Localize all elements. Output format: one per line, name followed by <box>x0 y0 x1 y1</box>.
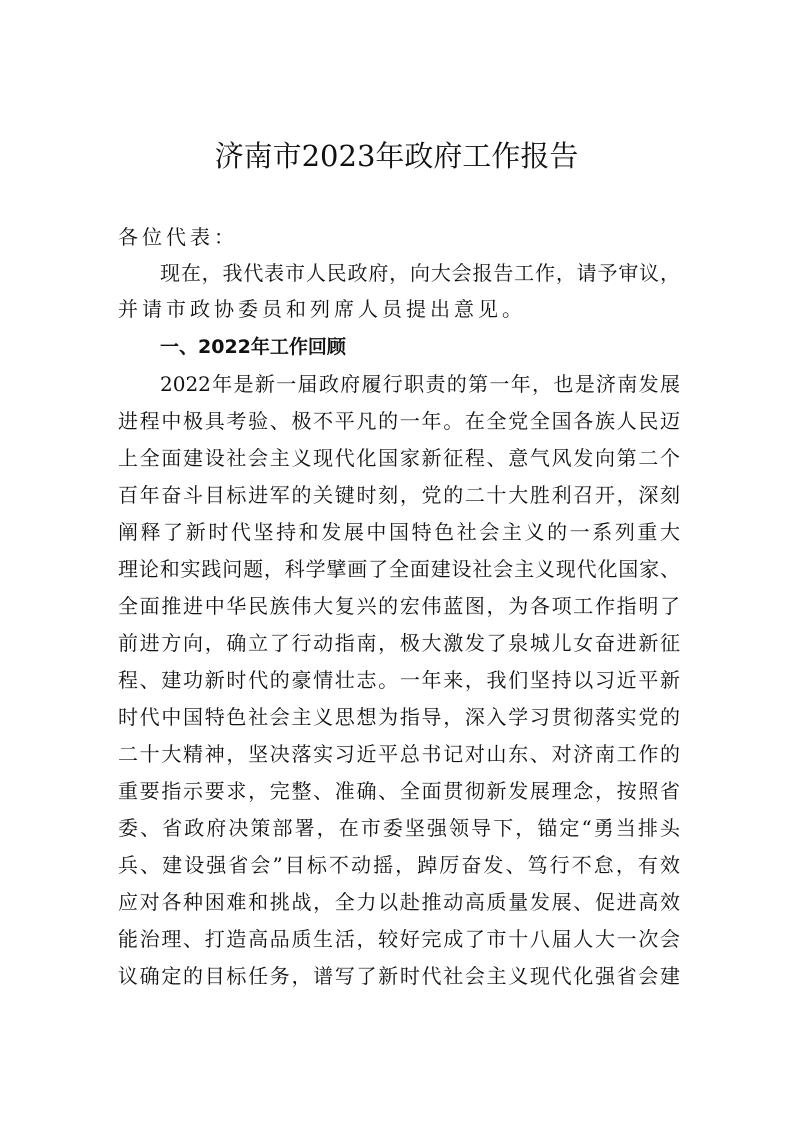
body-line: 前进方向，确立了行动指南，极大激发了泉城儿女奋进新征 <box>118 631 680 655</box>
body-line: 百年奋斗目标进军的关键时刻，党的二十大胜利召开，深刻 <box>118 483 680 507</box>
body-line: 时代中国特色社会主义思想为指导，深入学习贯彻落实党的 <box>118 705 680 729</box>
body-line: 重要指示要求，完整、准确、全面贯彻新发展理念，按照省 <box>118 779 680 803</box>
body-line: 程、建功新时代的豪情壮志。一年来，我们坚持以习近平新 <box>118 668 680 692</box>
body-line: 进程中极具考验、极不平凡的一年。在全党全国各族人民迈 <box>118 409 680 433</box>
body-line: 兵、建设强省会”目标不动摇，踔厉奋发、笃行不怠，有效 <box>118 853 680 877</box>
body-line: 应对各种困难和挑战，全力以赴推动高质量发展、促进高效 <box>118 890 680 914</box>
body-line: 二十大精神，坚决落实习近平总书记对山东、对济南工作的 <box>118 742 680 766</box>
body-line: 委、省政府决策部署，在市委坚强领导下，锚定“勇当排头 <box>118 816 680 840</box>
body-line: 阐释了新时代坚持和发展中国特色社会主义的一系列重大 <box>118 520 680 544</box>
body-line: 2022年是新一届政府履行职责的第一年，也是济南发展 <box>160 372 680 396</box>
body-line: 全面推进中华民族伟大复兴的宏伟蓝图，为各项工作指明了 <box>118 594 680 618</box>
body-line: 能治理、打造高品质生活，较好完成了市十八届人大一次会 <box>118 927 680 951</box>
body-line: 议确定的目标任务，谱写了新时代社会主义现代化强省会建 <box>118 964 680 988</box>
salutation: 各位代表： <box>118 225 238 249</box>
intro-line: 现在，我代表市人民政府，向大会报告工作，请予审议， <box>160 261 680 285</box>
body-line: 理论和实践问题，科学擘画了全面建设社会主义现代化国家、 <box>118 557 680 581</box>
document-title: 济南市2023年政府工作报告 <box>214 139 579 173</box>
section-heading: 一、2022年工作回顾 <box>160 336 346 358</box>
body-line: 上全面建设社会主义现代化国家新征程、意气风发向第二个 <box>118 446 680 470</box>
intro-line: 并请市政协委员和列席人员提出意见。 <box>118 297 526 321</box>
